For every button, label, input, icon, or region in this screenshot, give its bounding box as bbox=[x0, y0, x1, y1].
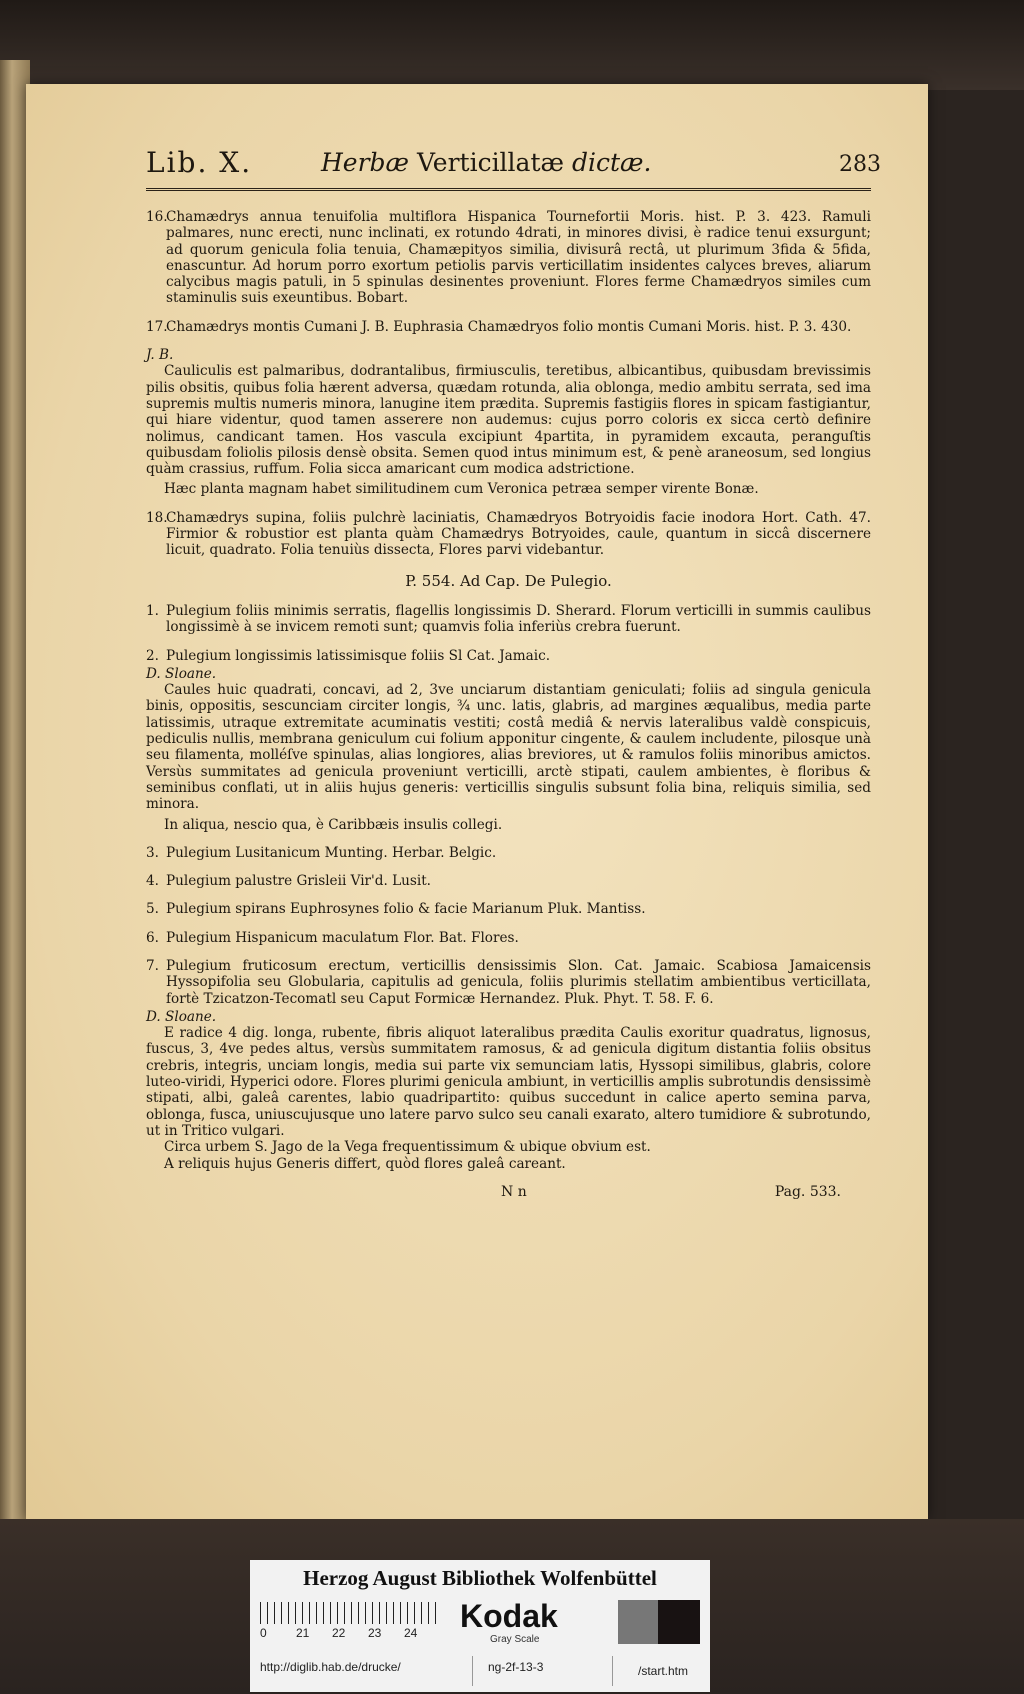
sloane2-location: Circa urbem S. Jago de la Vega frequentissimum & ubique obvium est. bbox=[164, 1139, 651, 1156]
entry-17: 17.Chamædrys montis Cumani J. B. Euphrasia Chamædryos folio montis Cumani Moris. hist. P. 3. 430. bbox=[146, 318, 852, 335]
gray-scale-label: Gray Scale bbox=[490, 1634, 540, 1645]
entry-16: 16.Chamædrys annua tenuifolia multiflora Hispanica Tournefortii Moris. hist. P. 3. 423. Ramuli palmares, nunc erecti, nunc inclinati, ex rotundo 4drati, in minores divisi, è radice tenui exsurgunt; ad quorum genicula folia tenuia, Chamæpityos similia, divisurâ rectâ, ut plurimum 3fida & 5fida, enascuntur. Ad horum porro exortum petiolis parvis verticillatim insidentes calyces breves, aliarum calycibus magis patuli, in 5 spinulas desinentes proveniunt. Flores ferme Chamædryos similes cum staminulis suis exeuntibus. Bobart. bbox=[146, 209, 871, 307]
author-sloane: D. Sloane. bbox=[146, 665, 217, 682]
author-sloane-2: D. Sloane. bbox=[146, 1008, 217, 1025]
catchword: Pag. 533. bbox=[774, 1183, 841, 1200]
running-header bbox=[146, 144, 881, 191]
start-page-path: /start.htm bbox=[638, 1664, 689, 1678]
library-color-bar bbox=[250, 1560, 710, 1692]
pulegium-2: 2. Pulegium longissimis latissimisque foliis Sl Cat. Jamaic. bbox=[146, 647, 551, 664]
sloane2-description: E radice 4 dig. longa, rubente, fibris aliquot lateralibus prædita Caulis exoritur quadratus, lignosus, fuscus, 3, 4ve pedes altus, versùs summitatem ramosus, & ad genicula digitum distantia foliis obsitus crebris, integris, unciam longis, media sui parte vix semunciam latis, Hyssopi similibus, glabris, colore luteo-viridi, Hyperici odore. Flores plurimi genicula ambiunt, in verticillis amplis subrotundis densissimè stipati, albi, galeâ carentes, labio quadripartito: quibus succedunt in calice aperto semina parva, oblonga, fusca, uniuscujusque uno latere parvo sulco seu canali exarato, altero tumidiore & subrotundo, ut in Tritico vulgari. bbox=[146, 1025, 871, 1139]
page-number: 283 bbox=[839, 152, 881, 177]
running-title: Herbæ Verticillatæ dictæ. bbox=[321, 148, 652, 177]
kodak-logo: Kodak bbox=[460, 1598, 558, 1634]
author-jb: J. B. bbox=[146, 347, 174, 364]
ruler-numbers: 0 21 22 23 24 bbox=[260, 1626, 418, 1640]
library-name: Herzog August Bibliothek Wolfenbüttel bbox=[303, 1566, 657, 1590]
pulegium-5: 5. Pulegium spirans Euphrosynes folio & facie Marianum Pluk. Mantiss. bbox=[146, 901, 646, 918]
jb-description: Cauliculis est palmaribus, dodrantalibus, firmiusculis, teretibus, albicantibus, quibusdam brevissimis pilis obsitis, quibus folia hærent adversa, quædam rotunda, alia oblonga, medio ambitu serrata, sed ima supremis multis numeris minora, lanugine item prædita. Supremis fastigiis flores in spicam fastigiantur, qui hiare videntur, quod tamen asserere non audemus: cujus porro coloris ex sicca certò definire nolimus, candicant tamen. Hos vascula excipiunt 4partita, in pyramidem excauta, peranguſtis quibusdam foliolis pilosis densè obsita. Semen quod intus minimum est, & penè araneosum, sed longius quàm crassius, ruffum. Folia sicca amaricant cum modica adstrictione. bbox=[146, 363, 871, 478]
section-heading: P. 554. Ad Cap. De Pulegio. bbox=[405, 571, 612, 590]
gray-patch-dark bbox=[658, 1600, 700, 1644]
pulegium-7: 7. Pulegium fruticosum erectum, verticillis densissimis Slon. Cat. Jamaic. Scabiosa Jamaicensis Hyssopifolia seu Globularia, capitulis ad genicula, foliis plurimis stellatim ambientibus verticillata, fortè Tzicatzon-Tecomatl seu Caput Formicæ Hernandez. Pluk. Phyt. T. 58. F. 6. bbox=[146, 957, 871, 1007]
divider bbox=[472, 1656, 473, 1686]
pulegium-6: 6. Pulegium Hispanicum maculatum Flor. Bat. Flores. bbox=[146, 929, 519, 946]
pulegium-1: 1. Pulegium foliis minimis serratis, flagellis longissimis D. Sherard. Florum verticilli in summis caulibus longissimè à se invicem remoti sunt; quamvis folia inferiùs crebra fuerunt. bbox=[146, 602, 871, 636]
scale-ruler bbox=[260, 1602, 440, 1624]
library-url: http://diglib.hab.de/drucke/ bbox=[260, 1660, 401, 1674]
page-footer bbox=[146, 1184, 871, 1206]
book-number: Lib. X. bbox=[146, 146, 253, 179]
jb-note: Hæc planta magnam habet similitudinem cum Veronica petræa semper virente Bonæ. bbox=[164, 481, 759, 498]
page-content bbox=[146, 144, 881, 1206]
sloane-note: In aliqua, nescio qua, è Caribbæis insulis collegi. bbox=[164, 816, 503, 833]
page-body bbox=[146, 209, 871, 1206]
sloane2-difference: A reliquis hujus Generis differt, quòd flores galeâ careant. bbox=[164, 1155, 566, 1172]
gray-patch-mid bbox=[618, 1600, 658, 1644]
document-id: ng-2f-13-3 bbox=[488, 1660, 544, 1674]
book-page bbox=[26, 84, 928, 1519]
signature-mark: N n bbox=[501, 1183, 527, 1200]
divider bbox=[612, 1656, 613, 1686]
entry-18: 18.Chamædrys supina, foliis pulchrè laciniatis, Chamædryos Botryoidis facie inodora Hort. Cath. 47. Firmior & robustior est planta quàm Chamædrys Botryoides, caule, quantum in siccâ discernere licuit, quadrato. Folia tenuiùs dissecta, Flores parvi videbantur. bbox=[146, 509, 871, 559]
sloane-description: Caules huic quadrati, concavi, ad 2, 3ve unciarum distantiam geniculati; foliis ad singula genicula binis, oppositis, sescunciam circiter longis, ¾ unc. latis, glabris, ad margines æqualibus, media parte latissimis, utraque extremitate acuminatis vestiti; costâ mediâ & nervis lateralibus valdè conspicuis, pediculis nullis, membrana geniculum cui folium apponitur cingente, & caulem includente, pilosque unà seu filamenta, molléſve spinulas, alias longiores, alias breviores, ut & ramulos foliis minoribus amictos. Versùs summitates ad genicula proveniunt verticilli, arctè stipati, caulem ambientes, è floribus & seminibus conflati, ut in aliis hujus generis: verticillis singulis subsunt folia bina, reliquis similia, sed minora. bbox=[146, 682, 871, 813]
scan-background-top bbox=[0, 0, 1024, 90]
pulegium-4: 4. Pulegium palustre Grisleii Vir'd. Lusit. bbox=[146, 873, 432, 890]
pulegium-3: 3. Pulegium Lusitanicum Munting. Herbar. Belgic. bbox=[146, 844, 497, 861]
